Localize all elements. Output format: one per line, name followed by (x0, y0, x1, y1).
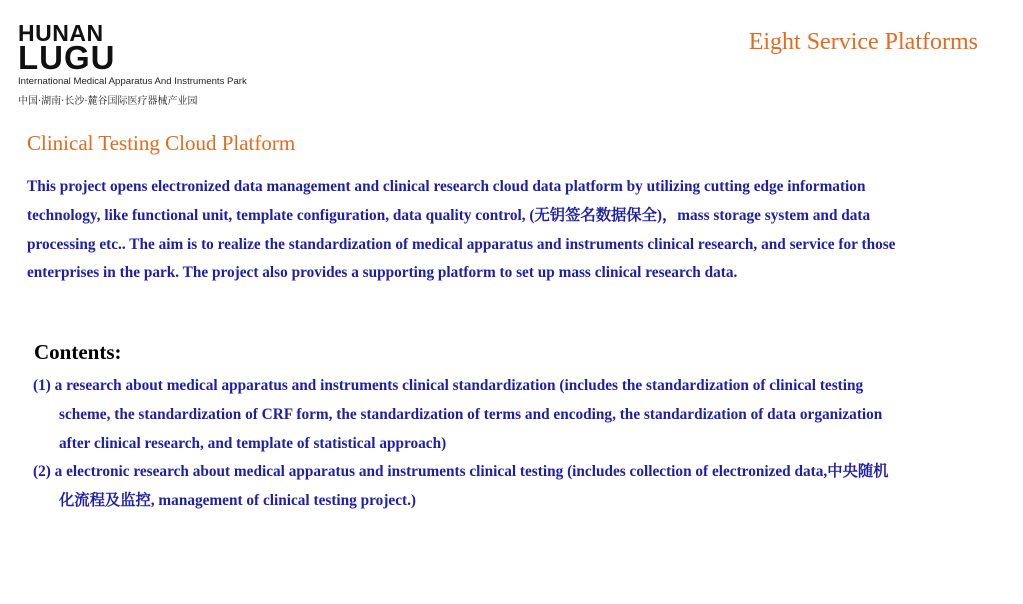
logo-text-lugu: LUGU (18, 39, 116, 76)
contents-list (33, 372, 903, 516)
logo-subtitle-chinese: 中国·湖南·长沙·麓谷国际医疗器械产业园 (18, 96, 198, 107)
logo-text-hunan: HUNAN (18, 20, 104, 46)
contents-item-1: (1) a research about medical apparatus and instruments clinical standardization (includes the standardization of clinical testing scheme, the standardization of CRF form, the standardization of terms and encoding, the standardization of data organization after clinical research, and template of statistical approach) (33, 377, 883, 452)
slide-title: Eight Service Platforms (748, 29, 978, 55)
contents-item-2: (2) a electronic research about medical apparatus and instruments clinical testing (includes collection of electronized data,中央随机化流程及监控, management of clinical testing project.) (33, 463, 889, 510)
logo-subtitle-english: International Medical Apparatus And Instruments Park (18, 76, 247, 87)
park-logo (18, 22, 247, 107)
contents-heading: Contents: (34, 340, 122, 364)
section-description: This project opens electronized data management and clinical research cloud data platform by utilizing cutting edge information technology, like functional unit, template configuration, data quality control, (无钥签名数据保全)，mass storage system and data processing etc.. The aim is to realize the standardization of medical apparatus and instruments clinical research, and service for those enterprises in the park. The project also provides a supporting platform to set up mass clinical research data. (27, 178, 896, 282)
section-title: Clinical Testing Cloud Platform (27, 131, 296, 155)
